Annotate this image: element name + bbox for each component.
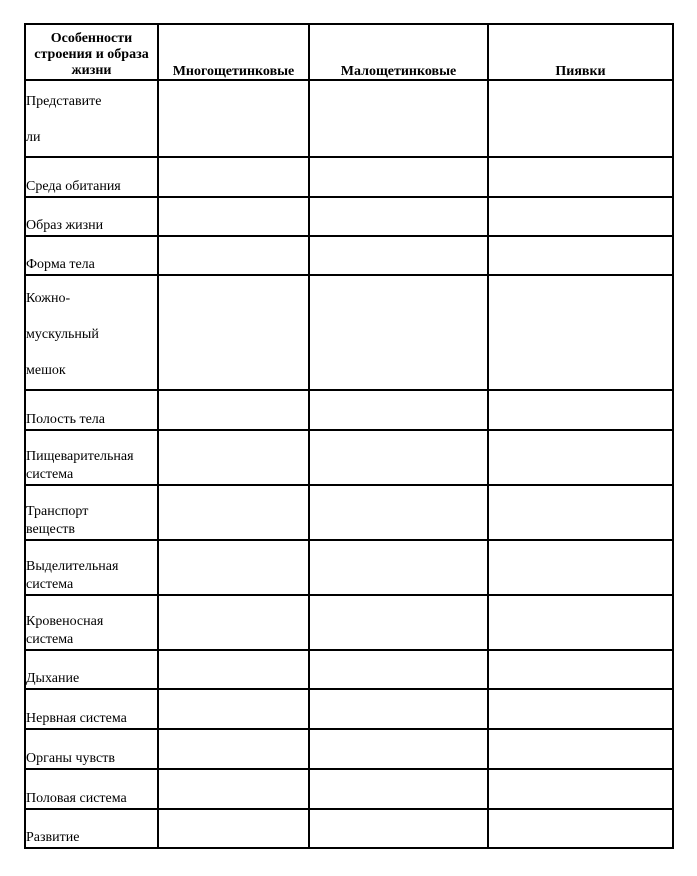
table-row: [25, 430, 673, 485]
table-row: [25, 390, 673, 430]
table-row: [25, 540, 673, 595]
table-cell: [309, 729, 488, 769]
table-cell: [158, 485, 309, 540]
table-cell: [309, 689, 488, 729]
table-cell: [488, 80, 673, 157]
table-row: [25, 650, 673, 689]
table-cell: [488, 236, 673, 275]
row-label: Нервная система: [25, 689, 158, 729]
table-cell: [309, 595, 488, 650]
table-cell: [488, 540, 673, 595]
row-label: Транспорт веществ: [25, 485, 158, 540]
table-cell: [158, 80, 309, 157]
table-cell: [488, 430, 673, 485]
row-label: Кожно- мускульный мешок: [25, 275, 158, 390]
table-cell: [488, 650, 673, 689]
table-row: [25, 769, 673, 809]
comparison-table: [24, 23, 674, 849]
table-row: [25, 729, 673, 769]
row-label: Органы чувств: [25, 729, 158, 769]
table-cell: [158, 729, 309, 769]
table-cell: [158, 197, 309, 236]
table-cell: [309, 430, 488, 485]
row-label: Форма тела: [25, 236, 158, 275]
table-cell: [158, 540, 309, 595]
row-label: Дыхание: [25, 650, 158, 689]
table-cell: [488, 809, 673, 848]
table-cell: [488, 275, 673, 390]
row-label: Половая система: [25, 769, 158, 809]
table-row: [25, 157, 673, 197]
header-features: Особенности строения и образа жизни: [25, 24, 158, 80]
header-polychaeta: Многощетинковые: [158, 24, 309, 80]
row-label: Полость тела: [25, 390, 158, 430]
table-cell: [158, 390, 309, 430]
table-cell: [309, 769, 488, 809]
table-row: [25, 80, 673, 157]
header-oligochaeta: Малощетинковые: [309, 24, 488, 80]
row-label: Выделительная система: [25, 540, 158, 595]
table-cell: [158, 595, 309, 650]
table-cell: [309, 650, 488, 689]
row-label: Развитие: [25, 809, 158, 848]
table-cell: [158, 650, 309, 689]
table-row: [25, 236, 673, 275]
table-cell: [488, 769, 673, 809]
table-cell: [158, 809, 309, 848]
table-cell: [488, 197, 673, 236]
header-leeches: Пиявки: [488, 24, 673, 80]
header-row: [25, 24, 673, 80]
table-row: [25, 595, 673, 650]
table-cell: [158, 689, 309, 729]
table-cell: [309, 197, 488, 236]
table-cell: [158, 275, 309, 390]
table-cell: [158, 430, 309, 485]
table-cell: [158, 236, 309, 275]
table-cell: [309, 80, 488, 157]
table-row: [25, 275, 673, 390]
row-label: Кровеносная система: [25, 595, 158, 650]
table-cell: [488, 729, 673, 769]
table-cell: [309, 275, 488, 390]
table-cell: [488, 689, 673, 729]
table-cell: [309, 809, 488, 848]
row-label: Образ жизни: [25, 197, 158, 236]
table-cell: [488, 157, 673, 197]
row-label: Представите ли: [25, 80, 158, 157]
table-cell: [309, 390, 488, 430]
table-row: [25, 197, 673, 236]
table-cell: [488, 485, 673, 540]
table-cell: [488, 595, 673, 650]
table-cell: [488, 390, 673, 430]
table-cell: [309, 485, 488, 540]
table-cell: [158, 769, 309, 809]
table-row: [25, 809, 673, 848]
table-row: [25, 689, 673, 729]
table-cell: [309, 540, 488, 595]
table-cell: [158, 157, 309, 197]
table-cell: [309, 236, 488, 275]
row-label: Среда обитания: [25, 157, 158, 197]
row-label: Пищеварительная система: [25, 430, 158, 485]
table-cell: [309, 157, 488, 197]
table-row: [25, 485, 673, 540]
